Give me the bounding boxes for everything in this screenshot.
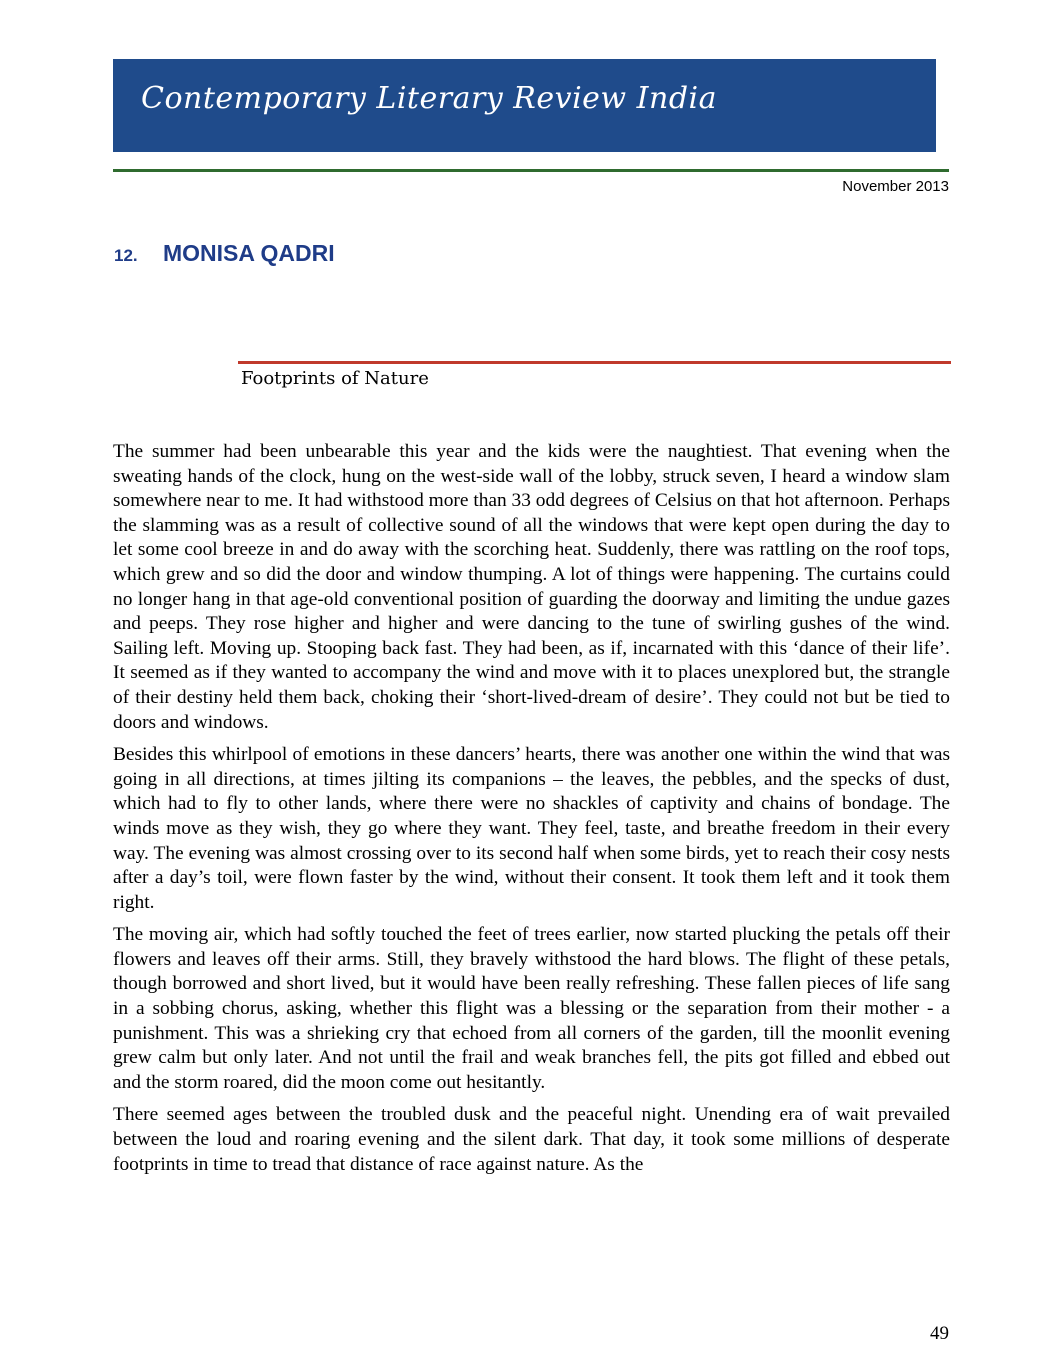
paragraph: The moving air, which had softly touched the feet of trees earlier, now started plucking the petals off their flowers and leaves off their arms. Still, they bravely withstood the hard blows. The flight of these petals, though borrowed and short lived, but it would have been really refreshing. These fallen pieces of life sang in a sobbing chorus, asking, whether this flight was a blessing or the separation from their mother - a punishment. This was a shrieking cry that echoed from all corners of the garden, till the moonlit evening grew calm but only later. And not until the frail and weak branches fell, the pits got filled and ebbed out and the storm roared, did the moon come out hesitantly. [113,924,950,1093]
author-name: MONISA QADRI [163,240,335,266]
article-heading [114,240,335,267]
paragraph: There seemed ages between the troubled dusk and the peaceful night. Unending era of wait prevailed between the loud and roaring evening and the silent dark. That day, it took some millions of desperate footprints in time to tread that distance of race against nature. As the [113,1104,950,1175]
article-number: 12. [114,246,138,265]
paragraph: Besides this whirlpool of emotions in these dancers’ hearts, there was another one within the wind that was going in all directions, at times jilting its companions – the leaves, the pebbles, and the specks of dust, which had to fly to other lands, where there were no shackles of captivity and chains of bondage. The winds move as they wish, they go where they want. They feel, taste, and breathe freedom in their every way. The evening was almost crossing over to its second half when some birds, yet to reach their cosy nests after a day’s toil, were flown faster by the wind, without their consent. It took them left and it took them right. [113,744,950,913]
paragraph: The summer had been unbearable this year and the kids were the naughtiest. That evening when the sweating hands of the clock, hung on the west-side wall of the lobby, struck seven, I heard a window slam somewhere near to me. It had withstood more than 33 odd degrees of Celsius on that hot afternoon. Perhaps the slamming was as a result of collective sound of all the windows that were kept open during the day to let some cool breeze in and do away with the scorching heat. Suddenly, there was rattling on the roof tops, which grew and so did the door and window thumping. A lot of things were happening. The curtains could no longer hang in that age-old conventional position of guarding the doorway and limiting the undue gazes and peeps. They rose higher and higher and were dancing to the tune of swirling gushes of the wind. Sailing left. Moving up. Stooping back fast. They had been, as if, incarnated with this ‘dance of their life’. It seemed as if they wanted to accompany the wind and move with it to places unexplored but, the strangle of their destiny held them back, choking their ‘short-lived-dream of desire’. They could not but be tied to doors and windows. [113,441,950,733]
header-divider [113,169,949,172]
article-body [113,440,950,1185]
issue-date: November 2013 [842,178,949,195]
journal-title: Contemporary Literary Review India [141,81,717,116]
journal-banner [113,59,936,152]
piece-title: Footprints of Nature [241,368,429,389]
title-divider [238,361,951,364]
page-number: 49 [930,1323,949,1344]
